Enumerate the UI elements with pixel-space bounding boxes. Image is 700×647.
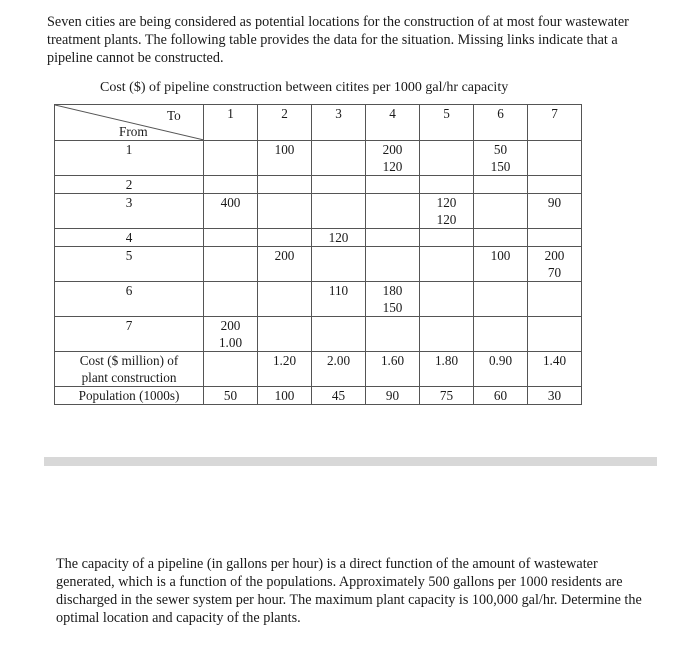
column-header: 2 <box>258 105 312 141</box>
cost-cell <box>474 317 528 352</box>
cost-cell <box>420 176 474 194</box>
cost-cell <box>312 317 366 352</box>
column-header: 6 <box>474 105 528 141</box>
cost-cell <box>258 282 312 317</box>
city-row <box>55 229 582 247</box>
cost-cell: 110 <box>312 282 366 317</box>
cost-cell: 200 1.00 <box>204 317 258 352</box>
cost-cell <box>366 317 420 352</box>
corner-header-cell <box>55 105 204 141</box>
cost-cell <box>528 282 582 317</box>
row-header-city: 1 <box>55 141 204 176</box>
plant-cost-row <box>55 352 582 387</box>
cost-cell <box>474 194 528 229</box>
cost-cell <box>312 247 366 282</box>
cost-cell <box>528 229 582 247</box>
city-row <box>55 141 582 176</box>
population-row <box>55 387 582 405</box>
table-caption: Cost ($) of pipeline construction between citites per 1000 gal/hr capacity <box>100 80 509 95</box>
plant-cost-cell: 1.40 <box>528 352 582 387</box>
cost-cell <box>474 282 528 317</box>
row-header-city: 4 <box>55 229 204 247</box>
closing-paragraph: The capacity of a pipeline (in gallons per hour) is a direct function of the amount of wastewater generated, which is a function of the populations. Approximately 500 gallons per 1000 residents are discharged in the sewer system per hour. The maximum plant capacity is 100,000 gal/hr. Determine the optimal location and capacity of the plants. <box>56 556 642 626</box>
cost-cell <box>258 317 312 352</box>
city-row <box>55 176 582 194</box>
population-cell: 100 <box>258 387 312 405</box>
population-label: Population (1000s) <box>55 387 204 405</box>
plant-cost-cell: 0.90 <box>474 352 528 387</box>
cost-cell: 200 <box>258 247 312 282</box>
population-cell: 30 <box>528 387 582 405</box>
pipeline-cost-table <box>54 104 582 405</box>
cost-cell: 120 <box>312 229 366 247</box>
cost-cell <box>366 194 420 229</box>
cost-cell <box>474 176 528 194</box>
cost-cell <box>366 247 420 282</box>
cost-cell <box>528 317 582 352</box>
population-cell: 90 <box>366 387 420 405</box>
cost-cell: 50 150 <box>474 141 528 176</box>
cost-cell: 200 120 <box>366 141 420 176</box>
column-header: 4 <box>366 105 420 141</box>
plant-cost-label: Cost ($ million) of plant construction <box>55 352 204 387</box>
cost-cell <box>420 247 474 282</box>
cost-cell <box>204 282 258 317</box>
section-divider <box>44 457 657 466</box>
city-row <box>55 282 582 317</box>
cost-cell <box>258 229 312 247</box>
header-row <box>55 105 582 141</box>
cost-cell: 180 150 <box>366 282 420 317</box>
cost-cell <box>258 194 312 229</box>
to-label: To <box>167 108 181 123</box>
plant-cost-cell: 1.80 <box>420 352 474 387</box>
plant-cost-cell: 2.00 <box>312 352 366 387</box>
column-header: 5 <box>420 105 474 141</box>
cost-cell <box>366 176 420 194</box>
cost-cell: 200 70 <box>528 247 582 282</box>
cost-cell <box>528 141 582 176</box>
cost-cell <box>312 176 366 194</box>
cost-cell: 400 <box>204 194 258 229</box>
cost-cell <box>420 317 474 352</box>
cost-cell <box>204 229 258 247</box>
cost-cell <box>420 229 474 247</box>
cost-cell <box>420 282 474 317</box>
cost-cell <box>366 229 420 247</box>
cost-cell <box>204 176 258 194</box>
row-header-city: 7 <box>55 317 204 352</box>
cost-cell: 120 120 <box>420 194 474 229</box>
from-label: From <box>119 124 148 139</box>
column-header: 1 <box>204 105 258 141</box>
population-cell: 60 <box>474 387 528 405</box>
plant-cost-cell <box>204 352 258 387</box>
cost-cell: 100 <box>258 141 312 176</box>
cost-cell <box>204 141 258 176</box>
intro-paragraph: Seven cities are being considered as potential locations for the construction of at most four wastewater treatment plants. The following table provides the data for the situation. Missing links indicate that a pipeline cannot be constructed. <box>47 14 629 66</box>
city-row <box>55 317 582 352</box>
city-row <box>55 194 582 229</box>
cost-cell: 90 <box>528 194 582 229</box>
plant-cost-cell: 1.60 <box>366 352 420 387</box>
cost-cell <box>420 141 474 176</box>
row-header-city: 3 <box>55 194 204 229</box>
cost-cell <box>528 176 582 194</box>
row-header-city: 6 <box>55 282 204 317</box>
city-row <box>55 247 582 282</box>
column-header: 7 <box>528 105 582 141</box>
population-cell: 45 <box>312 387 366 405</box>
column-header: 3 <box>312 105 366 141</box>
plant-cost-cell: 1.20 <box>258 352 312 387</box>
cost-cell <box>312 194 366 229</box>
population-cell: 75 <box>420 387 474 405</box>
row-header-city: 5 <box>55 247 204 282</box>
cost-cell <box>204 247 258 282</box>
cost-cell <box>474 229 528 247</box>
population-cell: 50 <box>204 387 258 405</box>
row-header-city: 2 <box>55 176 204 194</box>
cost-cell <box>258 176 312 194</box>
cost-cell <box>312 141 366 176</box>
cost-cell: 100 <box>474 247 528 282</box>
